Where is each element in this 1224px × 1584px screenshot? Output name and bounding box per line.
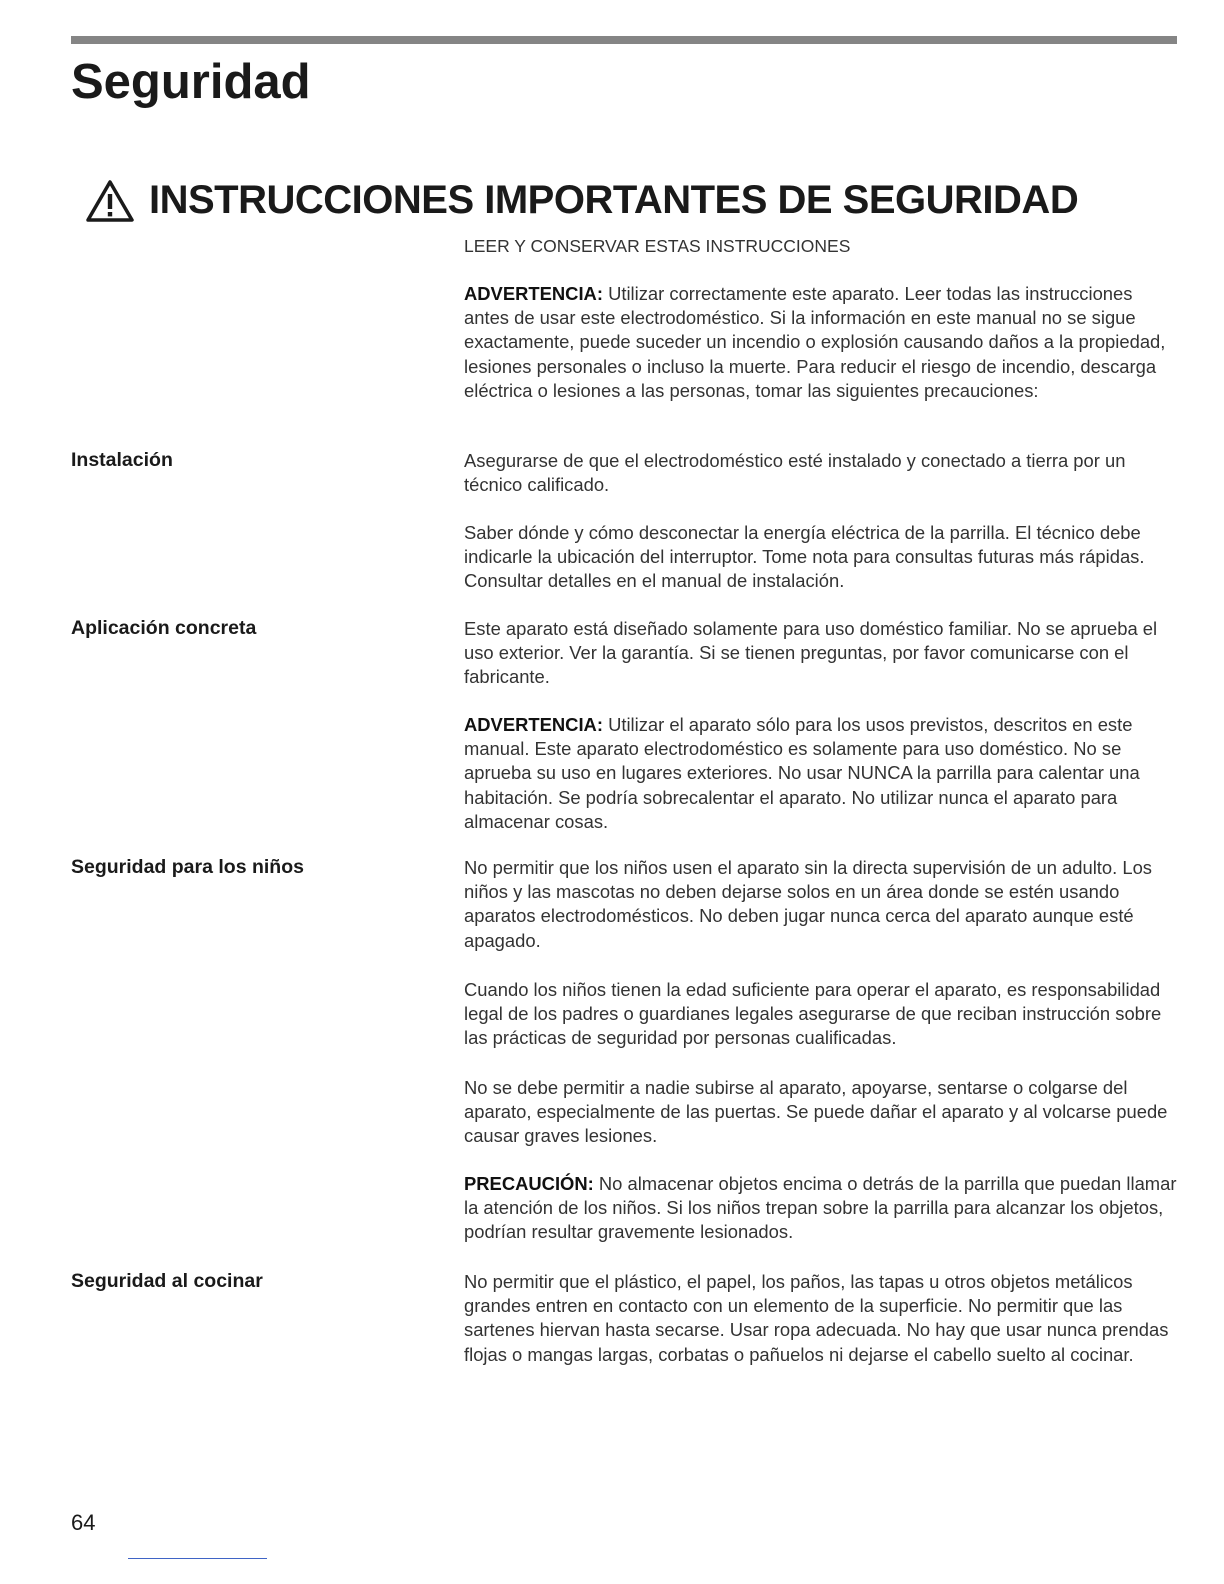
label-cooking: Seguridad al cocinar <box>71 1270 263 1292</box>
application-paragraph-1: Este aparato está diseñado solamente para uso doméstico familiar. No se aprueba el uso exterior. Ver la garantía. Si se tienen preguntas, por favor comunicarse con el fabricante. <box>464 618 1158 688</box>
warning-label: ADVERTENCIA: <box>464 714 603 735</box>
application-paragraph-2 <box>464 713 1182 834</box>
children-paragraph-4 <box>464 1172 1182 1245</box>
installation-paragraph-2: Saber dónde y cómo desconectar la energía eléctrica de la parrilla. El técnico debe indicarle la ubicación del interruptor. Tome nota para consultas futuras más rápidas. Consultar detalles en el manual de instalación. <box>464 522 1145 592</box>
warning-triangle-icon <box>85 179 135 223</box>
warning-text: Utilizar el aparato sólo para los usos previstos, descritos en este manual. Este aparato electrodoméstico es solamente para uso doméstico. No se aprueba su uso en lugares exteriores. No usar NUNCA la parrilla para calentar una habitación. Se podría sobrecalentar el aparato. No utilizar nunca el aparato para almacenar cosas. <box>464 714 1140 832</box>
subtitle: LEER Y CONSERVAR ESTAS INSTRUCCIONES <box>464 236 851 256</box>
top-rule <box>71 36 1177 44</box>
cooking-paragraph-1: No permitir que el plástico, el papel, los paños, las tapas u otros objetos metálicos grandes entren en contacto con un elemento de la superficie. No permitir que las sartenes hiervan hasta secarse. Usar ropa adecuada. No hay que usar nunca prendas flojas o mangas largas, corbatas o pañuelos ni dejarse el cabello suelto al cocinar. <box>464 1271 1169 1365</box>
caution-label: PRECAUCIÓN: <box>464 1173 594 1194</box>
intro-warning <box>464 282 1182 403</box>
label-application: Aplicación concreta <box>71 617 257 639</box>
heading-text: INSTRUCCIONES IMPORTANTES DE SEGURIDAD <box>149 178 1079 222</box>
caution-text: No almacenar objetos encima o detrás de la parrilla que puedan llamar la atención de los niños. Si los niños trepan sobre la parrilla para alcanzar los objetos, podrían resultar gravemente lesionados. <box>464 1173 1177 1243</box>
section-heading <box>85 178 1078 223</box>
bottom-link-line <box>128 1558 267 1559</box>
label-children: Seguridad para los niños <box>71 856 304 878</box>
label-installation: Instalación <box>71 449 173 471</box>
page-title: Seguridad <box>71 55 311 109</box>
children-paragraph-3: No se debe permitir a nadie subirse al aparato, apoyarse, sentarse o colgarse del aparato, especialmente de las puertas. Se puede dañar el aparato y al volcarse puede causar graves lesiones. <box>464 1077 1168 1147</box>
page-number: 64 <box>71 1510 96 1535</box>
children-paragraph-2: Cuando los niños tienen la edad suficiente para operar el aparato, es responsabilidad legal de los padres o guardianes legales asegurarse de que reciban instrucción sobre las prácticas de seguridad por personas cualificadas. <box>464 979 1162 1049</box>
warning-label: ADVERTENCIA: <box>464 283 603 304</box>
children-paragraph-1: No permitir que los niños usen el aparato sin la directa supervisión de un adulto. Los niños y las mascotas no deben dejarse solos en un área donde se estén usando aparatos electrodomésticos. No deben jugar nunca cerca del aparato aunque esté apagado. <box>464 857 1153 951</box>
installation-paragraph-1: Asegurarse de que el electrodoméstico esté instalado y conectado a tierra por un técnico calificado. <box>464 450 1126 496</box>
warning-text: Utilizar correctamente este aparato. Leer todas las instrucciones antes de usar este electrodoméstico. Si la información en este manual no se sigue exactamente, puede suceder un incendio o explosión causando daños a la propiedad, lesiones personales o incluso la muerte. Para reducir el riesgo de incendio, descarga eléctrica o lesiones a las personas, tomar las siguientes precauciones: <box>464 283 1166 401</box>
